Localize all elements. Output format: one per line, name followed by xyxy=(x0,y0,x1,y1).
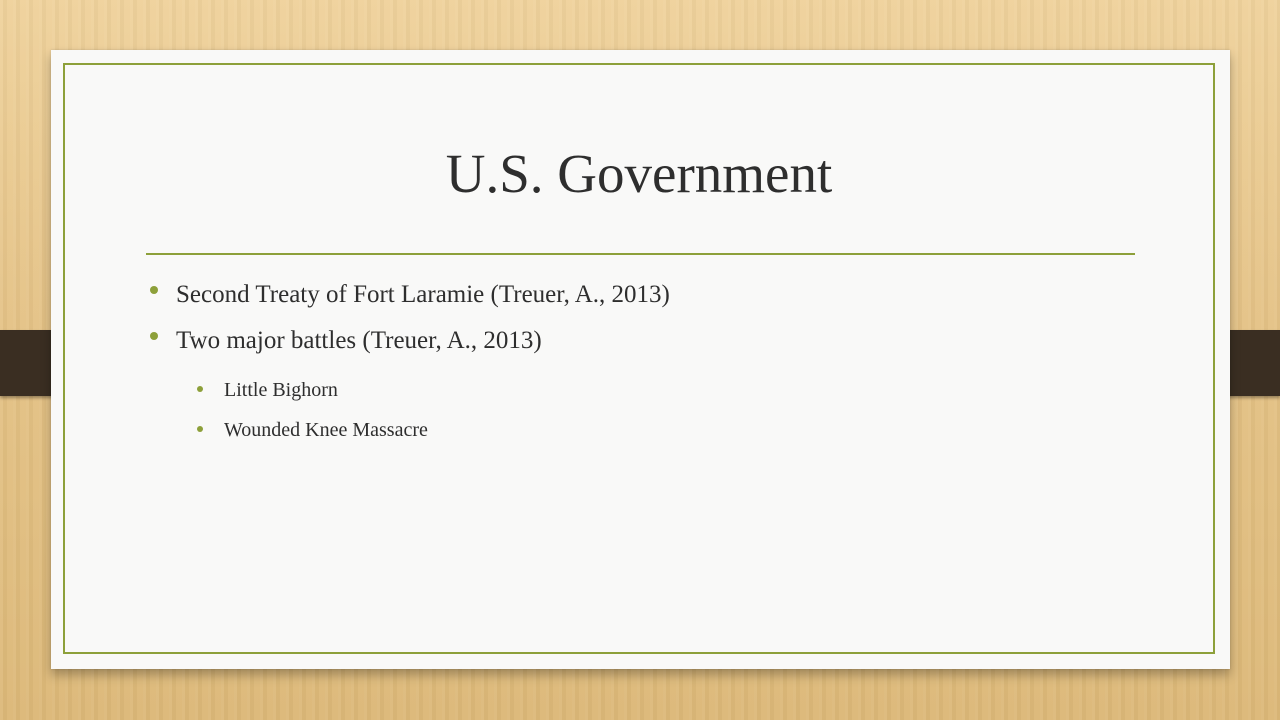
sub-bullet-item xyxy=(146,370,670,410)
bullet-text: Two major battles (Treuer, A., 2013) xyxy=(176,327,542,354)
bullet-dot-icon xyxy=(150,286,158,294)
sub-bullet-text: Little Bighorn xyxy=(224,379,338,401)
sub-bullet-text: Wounded Knee Massacre xyxy=(224,419,428,441)
sub-bullet-item xyxy=(146,410,670,450)
bullet-item xyxy=(146,272,670,318)
bullet-text: Second Treaty of Fort Laramie (Treuer, A., 2013) xyxy=(176,281,670,308)
bullet-dot-icon xyxy=(197,426,203,432)
slide-title: U.S. Government xyxy=(445,143,833,204)
bullet-dot-icon xyxy=(197,386,203,392)
bullet-item xyxy=(146,318,670,364)
bullet-list xyxy=(146,272,670,450)
title-divider xyxy=(146,253,1135,255)
bullet-dot-icon xyxy=(150,332,158,340)
